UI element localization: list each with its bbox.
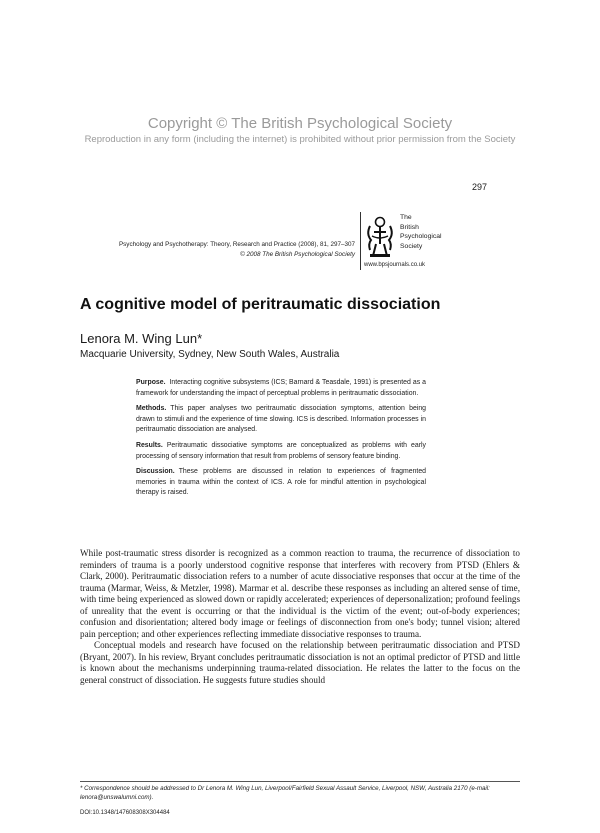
abstract-heading: Results. — [136, 441, 163, 449]
abstract-results — [136, 441, 426, 462]
abstract-text: Peritraumatic dissociative symptoms are conceptualized as problems with early processing of sensory information that result from problems of sensory feature binding. — [136, 441, 426, 460]
page-number: 297 — [471, 182, 487, 192]
abstract-methods — [136, 404, 426, 436]
abstract-heading: Purpose. — [136, 379, 166, 386]
journal-website-link[interactable]: www.bpsjournals.co.uk — [364, 262, 426, 268]
body-paragraph: While post-traumatic stress disorder is recognized as a common reaction to trauma, the recurrence of dissociation to reminders of trauma is a poorly understood cognitive response that interferes with recovery from PTSD (Ehlers & Clark, 2000). Peritraumatic dissociation refers to a number of acute dissociative responses that occur at the time of the trauma (Marmar, Weiss, & Metzler, 1998). Marmar et al. describe these responses as including an altered sense of time, with time being experienced as slowed down or rapidly accelerated; experiences of depersonalization; profound feelings of unreality that the event is occurring or that the individual is the victim of the event; out-of-body experiences; confusion and disorientation; altered body image or feelings of disconnection from one's body; tunnel vision; altered pain perception; and other experiences reflecting immediate dissociative responses to trauma. — [80, 548, 520, 639]
watermark-copyright: Copyright © The British Psychological Society — [147, 115, 453, 132]
abstract — [136, 378, 426, 504]
society-name — [400, 213, 442, 251]
society-line: British — [400, 223, 419, 231]
author-affiliation: Macquarie University, Sydney, New South Wales, Australia — [80, 349, 340, 360]
abstract-heading: Discussion. — [136, 468, 175, 476]
abstract-text: This paper analyses two peritraumatic dissociation symptoms, attention being drawn to stimuli and the experience of time slowing. ICS is described. Information processes in peritraumatic dissociation are analysed. — [136, 405, 426, 434]
bps-psyche-logo-icon — [364, 214, 396, 258]
abstract-discussion — [136, 467, 426, 499]
article-title: A cognitive model of peritraumatic dissociation — [80, 296, 441, 313]
journal-citation: Psychology and Psychotherapy: Theory, Research and Practice (2008), 81, 297–307 — [118, 241, 355, 248]
doi: DOI:10.1348/147608308X304484 — [80, 810, 170, 816]
abstract-text: Interacting cognitive subsystems (ICS; Barnard & Teasdale, 1991) is presented as a framework for understanding the impact of perceptual problems in peritraumatic dissociation. — [136, 379, 426, 397]
footnote-divider — [80, 781, 520, 782]
abstract-purpose — [136, 378, 426, 399]
correspondence-footnote: * Correspondence should be addressed to Dr Lenora M. Wing Lun, Liverpool/Fairfield Sexual Assault Service, Liverpool, NSW, Australia 2170 (e-mail: lenora@unswalumni.com). — [80, 785, 490, 801]
watermark-reproduction-notice: Reproduction in any form (including the internet) is prohibited without prior permission from the Society — [84, 134, 516, 145]
header-divider — [360, 212, 361, 270]
abstract-text: These problems are discussed in relation to experiences of fragmented memories in trauma within the context of ICS. A role for mindful attention in psychological therapy is raised. — [136, 468, 426, 497]
journal-citation-block — [119, 240, 355, 260]
society-line: Society — [400, 242, 423, 250]
article-body — [80, 548, 520, 687]
society-line: The — [400, 214, 412, 221]
author-name: Lenora M. Wing Lun* — [80, 331, 203, 346]
abstract-heading: Methods. — [136, 405, 167, 413]
society-line: Psychological — [400, 233, 442, 240]
journal-copyright: © 2008 The British Psychological Society — [240, 251, 355, 258]
body-paragraph: Conceptual models and research have focused on the relationship between peritraumatic dissociation and PTSD (Bryant, 2007). In his review, Bryant concludes peritraumatic dissociation is not an optimal predictor of PTSD and little is known about the mechanisms underpinning trauma-related dissociation. He relates the latter to the focus on the general construct of dissociation. He suggests future studies should — [80, 640, 520, 686]
